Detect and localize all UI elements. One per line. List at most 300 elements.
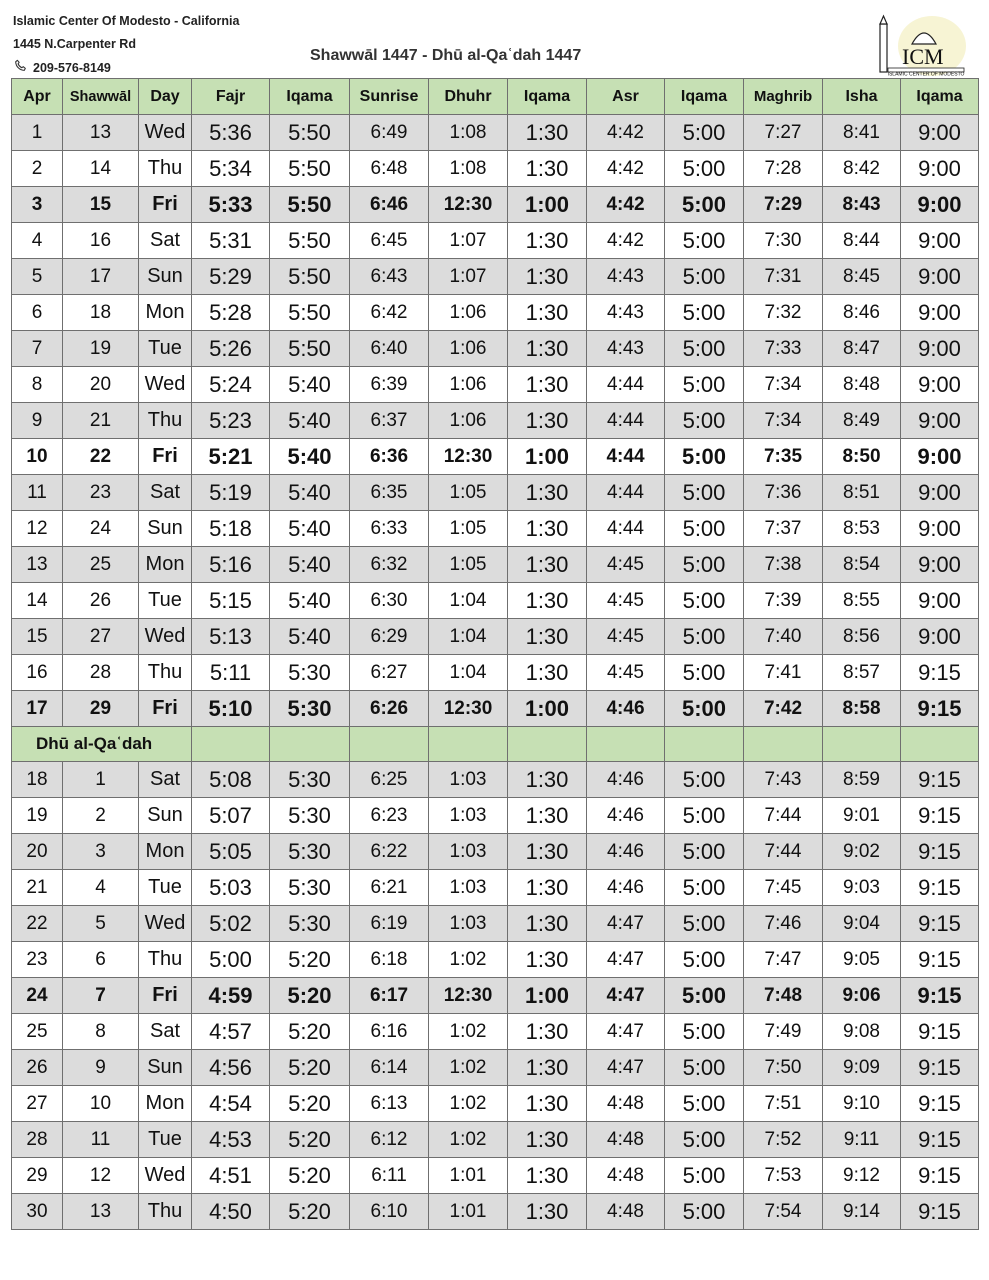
cell-col-isha-iqama: 9:00 [901, 583, 979, 619]
cell-col-asr: 4:44 [587, 475, 665, 511]
cell-col-asr: 4:45 [587, 547, 665, 583]
table-row [12, 115, 979, 151]
cell-col-shawwal: 15 [63, 187, 139, 223]
cell-col-shawwal: 11 [63, 1122, 139, 1158]
cell-col-fajr-iqama: 5:30 [270, 762, 350, 798]
cell-col-asr-iqama: 5:00 [665, 475, 744, 511]
cell-col-day: Fri [139, 691, 192, 727]
cell-col-shawwal: 5 [63, 906, 139, 942]
cell-col-asr-iqama: 5:00 [665, 655, 744, 691]
cell-col-sunrise: 6:27 [350, 655, 429, 691]
cell-col-asr-iqama: 5:00 [665, 223, 744, 259]
cell-col-asr-iqama: 5:00 [665, 259, 744, 295]
cell-col-fajr: 5:18 [192, 511, 270, 547]
cell-col-asr: 4:43 [587, 331, 665, 367]
cell-col-fajr: 5:24 [192, 367, 270, 403]
cell-col-fajr-iqama: 5:50 [270, 115, 350, 151]
cell-col-asr: 4:48 [587, 1158, 665, 1194]
column-header-col-maghrib: Maghrib [744, 79, 823, 115]
cell-col-sunrise: 6:12 [350, 1122, 429, 1158]
cell-col-shawwal: 27 [63, 619, 139, 655]
cell-col-isha-iqama: 9:15 [901, 691, 979, 727]
cell-col-fajr: 4:51 [192, 1158, 270, 1194]
cell-col-isha-iqama: 9:15 [901, 1050, 979, 1086]
cell-col-dhuhr-iqama: 1:30 [508, 583, 587, 619]
cell-col-isha-iqama: 9:00 [901, 259, 979, 295]
cell-col-asr-iqama: 5:00 [665, 403, 744, 439]
cell-col-dhuhr: 1:05 [429, 511, 508, 547]
phone-icon [13, 58, 29, 77]
column-header-col-asr-iqama: Iqama [665, 79, 744, 115]
cell-col-day: Tue [139, 870, 192, 906]
cell-col-dhuhr-iqama: 1:00 [508, 439, 587, 475]
cell-col-asr-iqama: 5:00 [665, 1194, 744, 1230]
cell-col-dhuhr: 1:03 [429, 906, 508, 942]
cell-col-maghrib: 7:32 [744, 295, 823, 331]
cell-col-apr: 5 [12, 259, 63, 295]
cell-col-isha-iqama: 9:15 [901, 834, 979, 870]
cell-col-asr-iqama: 5:00 [665, 1158, 744, 1194]
cell-col-isha: 8:46 [823, 295, 901, 331]
cell-col-shawwal: 8 [63, 1014, 139, 1050]
cell-col-dhuhr-iqama: 1:00 [508, 978, 587, 1014]
cell-col-isha: 8:55 [823, 583, 901, 619]
table-row [12, 547, 979, 583]
cell-col-isha: 8:44 [823, 223, 901, 259]
cell-col-sunrise: 6:49 [350, 115, 429, 151]
cell-col-shawwal: 28 [63, 655, 139, 691]
cell-col-shawwal: 10 [63, 1086, 139, 1122]
table-row [12, 583, 979, 619]
cell-col-asr: 4:43 [587, 295, 665, 331]
cell-col-fajr-iqama: 5:40 [270, 583, 350, 619]
section-label: Dhū al-Qaʿdah [12, 727, 192, 762]
cell-col-isha: 8:48 [823, 367, 901, 403]
cell-col-dhuhr-iqama: 1:30 [508, 1086, 587, 1122]
cell-col-asr: 4:43 [587, 259, 665, 295]
cell-col-sunrise: 6:39 [350, 367, 429, 403]
cell-col-fajr-iqama: 5:50 [270, 331, 350, 367]
cell-col-sunrise: 6:33 [350, 511, 429, 547]
table-body [12, 115, 979, 1230]
logo-subtext: ISLAMIC CENTER OF MODESTO [887, 71, 965, 76]
cell-col-isha: 8:58 [823, 691, 901, 727]
cell-col-fajr-iqama: 5:40 [270, 547, 350, 583]
cell-col-fajr-iqama: 5:20 [270, 978, 350, 1014]
cell-col-dhuhr: 1:05 [429, 475, 508, 511]
cell-col-day: Mon [139, 295, 192, 331]
cell-col-isha: 8:41 [823, 115, 901, 151]
cell-col-day: Tue [139, 331, 192, 367]
cell-col-isha: 8:56 [823, 619, 901, 655]
cell-col-shawwal: 23 [63, 475, 139, 511]
cell-col-shawwal: 26 [63, 583, 139, 619]
cell-col-dhuhr: 1:02 [429, 1086, 508, 1122]
cell-col-shawwal: 19 [63, 331, 139, 367]
cell-col-maghrib: 7:51 [744, 1086, 823, 1122]
table-row [12, 187, 979, 223]
cell-col-apr: 9 [12, 403, 63, 439]
cell-col-sunrise: 6:10 [350, 1194, 429, 1230]
cell-col-day: Thu [139, 403, 192, 439]
cell-col-isha: 9:01 [823, 798, 901, 834]
cell-col-dhuhr-iqama: 1:30 [508, 403, 587, 439]
cell-col-shawwal: 1 [63, 762, 139, 798]
cell-col-asr: 4:48 [587, 1122, 665, 1158]
cell-col-asr: 4:42 [587, 115, 665, 151]
cell-col-day: Mon [139, 834, 192, 870]
cell-col-day: Wed [139, 115, 192, 151]
cell-col-dhuhr-iqama: 1:30 [508, 619, 587, 655]
cell-col-asr-iqama: 5:00 [665, 619, 744, 655]
cell-col-apr: 8 [12, 367, 63, 403]
cell-col-asr: 4:45 [587, 655, 665, 691]
cell-col-sunrise: 6:46 [350, 187, 429, 223]
table-row [12, 367, 979, 403]
cell-col-shawwal: 17 [63, 259, 139, 295]
cell-col-fajr-iqama: 5:50 [270, 259, 350, 295]
cell-col-isha-iqama: 9:00 [901, 547, 979, 583]
cell-col-fajr: 5:23 [192, 403, 270, 439]
cell-col-shawwal: 14 [63, 151, 139, 187]
cell-col-fajr-iqama: 5:30 [270, 691, 350, 727]
cell-col-dhuhr-iqama: 1:00 [508, 691, 587, 727]
cell-col-isha: 8:51 [823, 475, 901, 511]
cell-col-asr: 4:47 [587, 1014, 665, 1050]
cell-col-asr: 4:42 [587, 187, 665, 223]
cell-col-dhuhr-iqama: 1:30 [508, 1014, 587, 1050]
cell-col-fajr: 5:07 [192, 798, 270, 834]
table-row [12, 978, 979, 1014]
cell-col-sunrise: 6:30 [350, 583, 429, 619]
cell-col-dhuhr-iqama: 1:30 [508, 475, 587, 511]
address: 1445 N.Carpenter Rd [13, 37, 136, 51]
cell-col-asr: 4:42 [587, 223, 665, 259]
table-row [12, 295, 979, 331]
column-header-col-isha: Isha [823, 79, 901, 115]
cell-col-isha: 8:59 [823, 762, 901, 798]
cell-col-apr: 10 [12, 439, 63, 475]
cell-col-asr-iqama: 5:00 [665, 439, 744, 475]
cell-col-apr: 12 [12, 511, 63, 547]
cell-col-sunrise: 6:37 [350, 403, 429, 439]
cell-col-isha-iqama: 9:15 [901, 1122, 979, 1158]
cell-col-fajr: 5:15 [192, 583, 270, 619]
table-row [12, 151, 979, 187]
cell-col-shawwal: 24 [63, 511, 139, 547]
section-empty-cell [744, 727, 823, 762]
cell-col-dhuhr: 1:06 [429, 331, 508, 367]
cell-col-asr-iqama: 5:00 [665, 331, 744, 367]
cell-col-isha: 9:05 [823, 942, 901, 978]
cell-col-maghrib: 7:53 [744, 1158, 823, 1194]
cell-col-apr: 20 [12, 834, 63, 870]
cell-col-day: Sun [139, 1050, 192, 1086]
cell-col-apr: 18 [12, 762, 63, 798]
cell-col-maghrib: 7:28 [744, 151, 823, 187]
cell-col-dhuhr: 1:06 [429, 367, 508, 403]
cell-col-apr: 23 [12, 942, 63, 978]
cell-col-dhuhr-iqama: 1:30 [508, 151, 587, 187]
cell-col-apr: 7 [12, 331, 63, 367]
cell-col-asr: 4:47 [587, 978, 665, 1014]
table-row [12, 834, 979, 870]
cell-col-isha-iqama: 9:15 [901, 798, 979, 834]
cell-col-fajr: 4:54 [192, 1086, 270, 1122]
cell-col-dhuhr: 12:30 [429, 187, 508, 223]
column-header-col-day: Day [139, 79, 192, 115]
cell-col-dhuhr-iqama: 1:30 [508, 798, 587, 834]
column-header-col-asr: Asr [587, 79, 665, 115]
table-row [12, 1014, 979, 1050]
cell-col-fajr: 5:34 [192, 151, 270, 187]
cell-col-isha-iqama: 9:15 [901, 655, 979, 691]
cell-col-apr: 6 [12, 295, 63, 331]
cell-col-dhuhr: 1:07 [429, 259, 508, 295]
cell-col-dhuhr: 1:01 [429, 1158, 508, 1194]
cell-col-asr-iqama: 5:00 [665, 834, 744, 870]
cell-col-isha: 8:47 [823, 331, 901, 367]
cell-col-asr: 4:46 [587, 834, 665, 870]
cell-col-apr: 28 [12, 1122, 63, 1158]
section-empty-cell [823, 727, 901, 762]
cell-col-asr-iqama: 5:00 [665, 511, 744, 547]
cell-col-sunrise: 6:13 [350, 1086, 429, 1122]
cell-col-isha-iqama: 9:15 [901, 1014, 979, 1050]
cell-col-maghrib: 7:38 [744, 547, 823, 583]
cell-col-fajr: 5:10 [192, 691, 270, 727]
cell-col-apr: 22 [12, 906, 63, 942]
cell-col-shawwal: 2 [63, 798, 139, 834]
cell-col-fajr-iqama: 5:40 [270, 511, 350, 547]
cell-col-day: Sat [139, 1014, 192, 1050]
cell-col-isha-iqama: 9:15 [901, 870, 979, 906]
cell-col-apr: 15 [12, 619, 63, 655]
table-row [12, 1194, 979, 1230]
cell-col-maghrib: 7:52 [744, 1122, 823, 1158]
cell-col-dhuhr: 1:03 [429, 834, 508, 870]
cell-col-fajr: 5:11 [192, 655, 270, 691]
table-row [12, 259, 979, 295]
cell-col-sunrise: 6:26 [350, 691, 429, 727]
cell-col-apr: 27 [12, 1086, 63, 1122]
cell-col-apr: 16 [12, 655, 63, 691]
cell-col-fajr: 4:53 [192, 1122, 270, 1158]
section-empty-cell [429, 727, 508, 762]
cell-col-day: Thu [139, 1194, 192, 1230]
section-row-dhu-al-qadah [12, 727, 979, 762]
cell-col-sunrise: 6:21 [350, 870, 429, 906]
cell-col-fajr-iqama: 5:40 [270, 619, 350, 655]
cell-col-asr: 4:46 [587, 870, 665, 906]
cell-col-day: Fri [139, 439, 192, 475]
cell-col-fajr-iqama: 5:20 [270, 942, 350, 978]
cell-col-maghrib: 7:48 [744, 978, 823, 1014]
cell-col-isha: 9:03 [823, 870, 901, 906]
cell-col-fajr-iqama: 5:30 [270, 906, 350, 942]
cell-col-fajr-iqama: 5:40 [270, 403, 350, 439]
cell-col-dhuhr: 1:07 [429, 223, 508, 259]
cell-col-sunrise: 6:18 [350, 942, 429, 978]
cell-col-fajr-iqama: 5:40 [270, 475, 350, 511]
cell-col-apr: 14 [12, 583, 63, 619]
cell-col-asr-iqama: 5:00 [665, 295, 744, 331]
column-header-col-apr: Apr [12, 79, 63, 115]
cell-col-apr: 30 [12, 1194, 63, 1230]
table-row [12, 798, 979, 834]
cell-col-dhuhr-iqama: 1:30 [508, 367, 587, 403]
table-row [12, 511, 979, 547]
cell-col-day: Wed [139, 619, 192, 655]
cell-col-dhuhr: 1:03 [429, 870, 508, 906]
cell-col-sunrise: 6:36 [350, 439, 429, 475]
table-row [12, 475, 979, 511]
cell-col-dhuhr-iqama: 1:30 [508, 1158, 587, 1194]
cell-col-isha: 8:49 [823, 403, 901, 439]
section-empty-cell [508, 727, 587, 762]
cell-col-isha: 9:11 [823, 1122, 901, 1158]
cell-col-asr: 4:47 [587, 906, 665, 942]
cell-col-dhuhr-iqama: 1:30 [508, 259, 587, 295]
table-row [12, 439, 979, 475]
cell-col-maghrib: 7:30 [744, 223, 823, 259]
cell-col-shawwal: 7 [63, 978, 139, 1014]
cell-col-dhuhr-iqama: 1:30 [508, 655, 587, 691]
cell-col-fajr: 5:31 [192, 223, 270, 259]
cell-col-isha: 9:14 [823, 1194, 901, 1230]
cell-col-dhuhr: 1:06 [429, 403, 508, 439]
cell-col-maghrib: 7:49 [744, 1014, 823, 1050]
cell-col-dhuhr-iqama: 1:30 [508, 870, 587, 906]
cell-col-isha: 9:12 [823, 1158, 901, 1194]
column-header-col-dhuhr: Dhuhr [429, 79, 508, 115]
cell-col-sunrise: 6:14 [350, 1050, 429, 1086]
cell-col-shawwal: 6 [63, 942, 139, 978]
cell-col-isha-iqama: 9:15 [901, 1194, 979, 1230]
table-row [12, 942, 979, 978]
cell-col-day: Mon [139, 1086, 192, 1122]
cell-col-isha-iqama: 9:15 [901, 906, 979, 942]
cell-col-dhuhr: 1:08 [429, 151, 508, 187]
cell-col-dhuhr: 1:03 [429, 762, 508, 798]
cell-col-maghrib: 7:34 [744, 403, 823, 439]
table-row [12, 331, 979, 367]
table-row [12, 762, 979, 798]
cell-col-dhuhr: 1:05 [429, 547, 508, 583]
cell-col-day: Sat [139, 475, 192, 511]
column-header-col-isha-iqama: Iqama [901, 79, 979, 115]
cell-col-fajr: 5:26 [192, 331, 270, 367]
cell-col-fajr: 5:03 [192, 870, 270, 906]
section-empty-cell [901, 727, 979, 762]
cell-col-shawwal: 25 [63, 547, 139, 583]
cell-col-asr-iqama: 5:00 [665, 798, 744, 834]
cell-col-fajr: 5:36 [192, 115, 270, 151]
cell-col-day: Wed [139, 906, 192, 942]
org-name: Islamic Center Of Modesto - California [13, 14, 240, 28]
table-row [12, 1050, 979, 1086]
cell-col-isha-iqama: 9:00 [901, 331, 979, 367]
section-empty-cell [350, 727, 429, 762]
cell-col-asr-iqama: 5:00 [665, 583, 744, 619]
cell-col-maghrib: 7:45 [744, 870, 823, 906]
cell-col-fajr: 5:28 [192, 295, 270, 331]
cell-col-isha-iqama: 9:00 [901, 511, 979, 547]
cell-col-shawwal: 13 [63, 115, 139, 151]
column-header-col-fajr: Fajr [192, 79, 270, 115]
cell-col-asr-iqama: 5:00 [665, 1014, 744, 1050]
table-row [12, 1122, 979, 1158]
cell-col-isha-iqama: 9:15 [901, 942, 979, 978]
cell-col-asr: 4:48 [587, 1194, 665, 1230]
cell-col-fajr: 5:00 [192, 942, 270, 978]
cell-col-dhuhr-iqama: 1:30 [508, 331, 587, 367]
cell-col-maghrib: 7:42 [744, 691, 823, 727]
prayer-schedule-table [11, 78, 979, 1230]
cell-col-asr-iqama: 5:00 [665, 978, 744, 1014]
cell-col-fajr-iqama: 5:20 [270, 1122, 350, 1158]
cell-col-asr: 4:46 [587, 762, 665, 798]
cell-col-dhuhr-iqama: 1:30 [508, 1050, 587, 1086]
cell-col-fajr-iqama: 5:30 [270, 834, 350, 870]
cell-col-dhuhr: 1:06 [429, 295, 508, 331]
cell-col-maghrib: 7:27 [744, 115, 823, 151]
cell-col-sunrise: 6:17 [350, 978, 429, 1014]
cell-col-apr: 17 [12, 691, 63, 727]
cell-col-sunrise: 6:40 [350, 331, 429, 367]
cell-col-fajr-iqama: 5:50 [270, 187, 350, 223]
cell-col-asr: 4:44 [587, 403, 665, 439]
cell-col-asr-iqama: 5:00 [665, 870, 744, 906]
cell-col-maghrib: 7:33 [744, 331, 823, 367]
cell-col-apr: 29 [12, 1158, 63, 1194]
cell-col-maghrib: 7:46 [744, 906, 823, 942]
cell-col-shawwal: 3 [63, 834, 139, 870]
cell-col-isha-iqama: 9:15 [901, 978, 979, 1014]
cell-col-isha-iqama: 9:00 [901, 187, 979, 223]
cell-col-sunrise: 6:16 [350, 1014, 429, 1050]
cell-col-apr: 13 [12, 547, 63, 583]
cell-col-fajr: 4:56 [192, 1050, 270, 1086]
cell-col-maghrib: 7:36 [744, 475, 823, 511]
cell-col-isha-iqama: 9:00 [901, 475, 979, 511]
cell-col-asr: 4:45 [587, 583, 665, 619]
cell-col-asr-iqama: 5:00 [665, 691, 744, 727]
logo-text: ICM [902, 44, 944, 69]
cell-col-dhuhr-iqama: 1:30 [508, 115, 587, 151]
cell-col-fajr: 5:29 [192, 259, 270, 295]
cell-col-dhuhr: 1:03 [429, 798, 508, 834]
cell-col-fajr: 4:59 [192, 978, 270, 1014]
cell-col-shawwal: 29 [63, 691, 139, 727]
cell-col-day: Wed [139, 367, 192, 403]
cell-col-isha-iqama: 9:00 [901, 151, 979, 187]
cell-col-sunrise: 6:29 [350, 619, 429, 655]
cell-col-fajr: 5:33 [192, 187, 270, 223]
cell-col-maghrib: 7:40 [744, 619, 823, 655]
cell-col-asr-iqama: 5:00 [665, 906, 744, 942]
cell-col-asr-iqama: 5:00 [665, 1050, 744, 1086]
cell-col-asr-iqama: 5:00 [665, 942, 744, 978]
cell-col-apr: 3 [12, 187, 63, 223]
column-header-col-fajr-iqama: Iqama [270, 79, 350, 115]
cell-col-sunrise: 6:42 [350, 295, 429, 331]
cell-col-dhuhr-iqama: 1:30 [508, 1122, 587, 1158]
cell-col-maghrib: 7:41 [744, 655, 823, 691]
page-title: Shawwāl 1447 - Dhū al-Qaʿdah 1447 [310, 47, 582, 64]
cell-col-sunrise: 6:43 [350, 259, 429, 295]
cell-col-fajr-iqama: 5:20 [270, 1086, 350, 1122]
